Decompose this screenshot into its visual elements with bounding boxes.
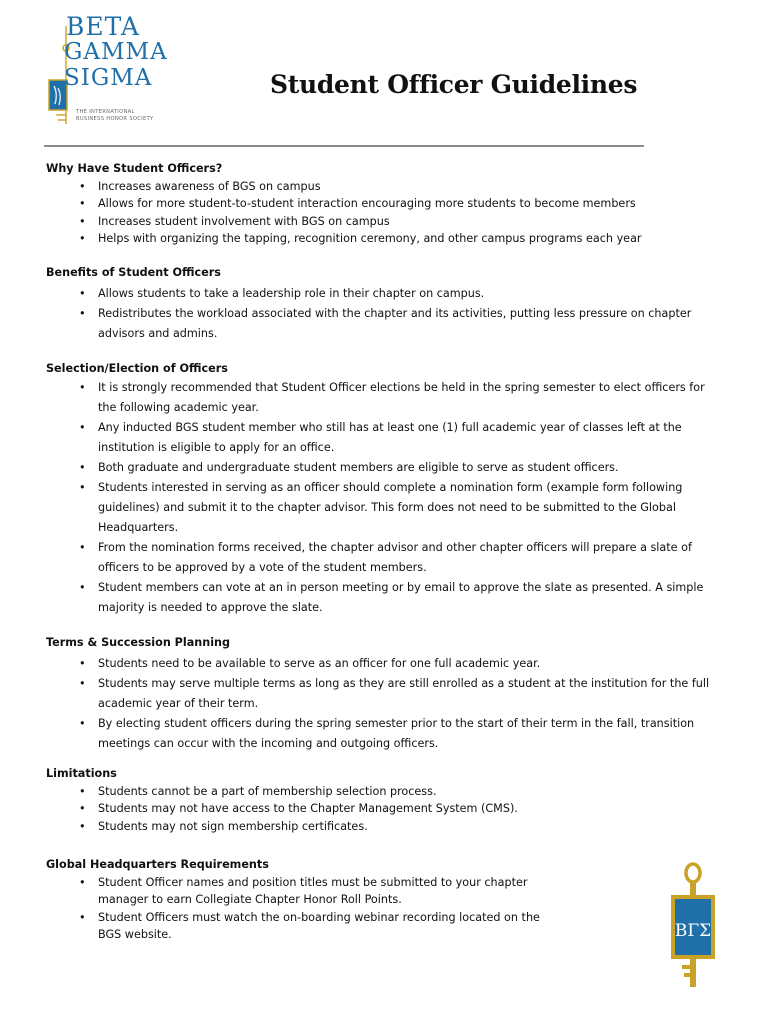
key-emblem	[668, 861, 718, 991]
list-item: • Student Officers must watch the on-boarding webinar recording located on the BGS website.	[46, 909, 566, 944]
logo-word-sigma: SIGMA	[64, 65, 153, 91]
list-item: • Students interested in serving as an officer should complete a nomination form (example form following guidelines) and submit it to the chapter advisor. This form does not need to be submitted to the Global Headquarters.	[46, 478, 714, 538]
section-terms-succession	[46, 634, 714, 754]
list-item: • Both graduate and undergraduate student members are eligible to serve as student officers.	[46, 458, 714, 478]
bullet-list	[46, 378, 714, 618]
bullet-list	[46, 284, 714, 344]
list-item: • Any inducted BGS student member who still has at least one (1) full academic year of classes left at the institution is eligible to apply for an office.	[46, 418, 714, 458]
list-item: • Allows for more student-to-student interaction encouraging more students to become members	[46, 195, 714, 212]
bgs-key-icon	[668, 861, 718, 991]
section-heading: Global Headquarters Requirements	[46, 858, 269, 872]
list-item: • Student Officer names and position titles must be submitted to your chapter manager to earn Collegiate Chapter Honor Roll Points.	[46, 874, 566, 909]
list-item: • Student members can vote at an in person meeting or by email to approve the slate as presented. A simple majority is needed to approve the slate.	[46, 578, 714, 618]
list-item: • Students may not have access to the Chapter Management System (CMS).	[46, 800, 714, 817]
document-body	[46, 160, 714, 943]
section-heading: Selection/Election of Officers	[46, 362, 228, 376]
section-heading: Why Have Student Officers?	[46, 162, 223, 175]
title-divider	[44, 145, 644, 147]
section-why-student-officers	[46, 160, 714, 247]
list-item: • Students cannot be a part of membership selection process.	[46, 783, 714, 800]
list-item: • Students may serve multiple terms as long as they are still enrolled as a student at the institution for the full academic year of their term.	[46, 674, 714, 714]
list-item: • Increases student involvement with BGS on campus	[46, 213, 714, 230]
key-emblem-letters: ΒΓΣ	[674, 921, 712, 941]
logo-tagline-2: BUSINESS HONOR SOCIETY	[76, 116, 154, 122]
list-item: • From the nomination forms received, the chapter advisor and other chapter officers will prepare a slate of officers to be approved by a vote of the student members.	[46, 538, 714, 578]
list-item: • It is strongly recommended that Student Officer elections be held in the spring semester to elect officers for the following academic year.	[46, 378, 714, 418]
list-item: • Allows students to take a leadership role in their chapter on campus.	[46, 284, 714, 304]
list-item: • Students may not sign membership certificates.	[46, 818, 714, 835]
section-global-hq-requirements	[46, 856, 714, 943]
list-item: • Students need to be available to serve as an officer for one full academic year.	[46, 654, 714, 674]
logo-word-gamma: GAMMA	[64, 39, 168, 65]
section-heading: Benefits of Student Officers	[46, 266, 221, 280]
bullet-list	[46, 654, 714, 754]
section-limitations	[46, 765, 714, 835]
beta-gamma-sigma-logo	[44, 6, 174, 126]
section-heading: Terms & Succession Planning	[46, 636, 231, 650]
bullet-list	[46, 178, 714, 247]
list-item: • Helps with organizing the tapping, recognition ceremony, and other campus programs each year	[46, 230, 714, 247]
section-heading: Limitations	[46, 767, 117, 781]
page-title: Student Officer Guidelines	[270, 70, 638, 99]
bullet-list	[46, 874, 566, 943]
section-benefits	[46, 264, 714, 344]
list-item: • By electing student officers during the spring semester prior to the start of their term in the fall, transition meetings can occur with the incoming and outgoing officers.	[46, 714, 714, 754]
logo-tagline-1: THE INTERNATIONAL	[76, 109, 135, 115]
logo-word-beta: BETA	[66, 12, 140, 41]
list-item: • Redistributes the workload associated with the chapter and its activities, putting less pressure on chapter advisors and admins.	[46, 304, 714, 344]
list-item: • Increases awareness of BGS on campus	[46, 178, 714, 195]
bullet-list	[46, 783, 714, 835]
section-selection-election	[46, 360, 714, 618]
